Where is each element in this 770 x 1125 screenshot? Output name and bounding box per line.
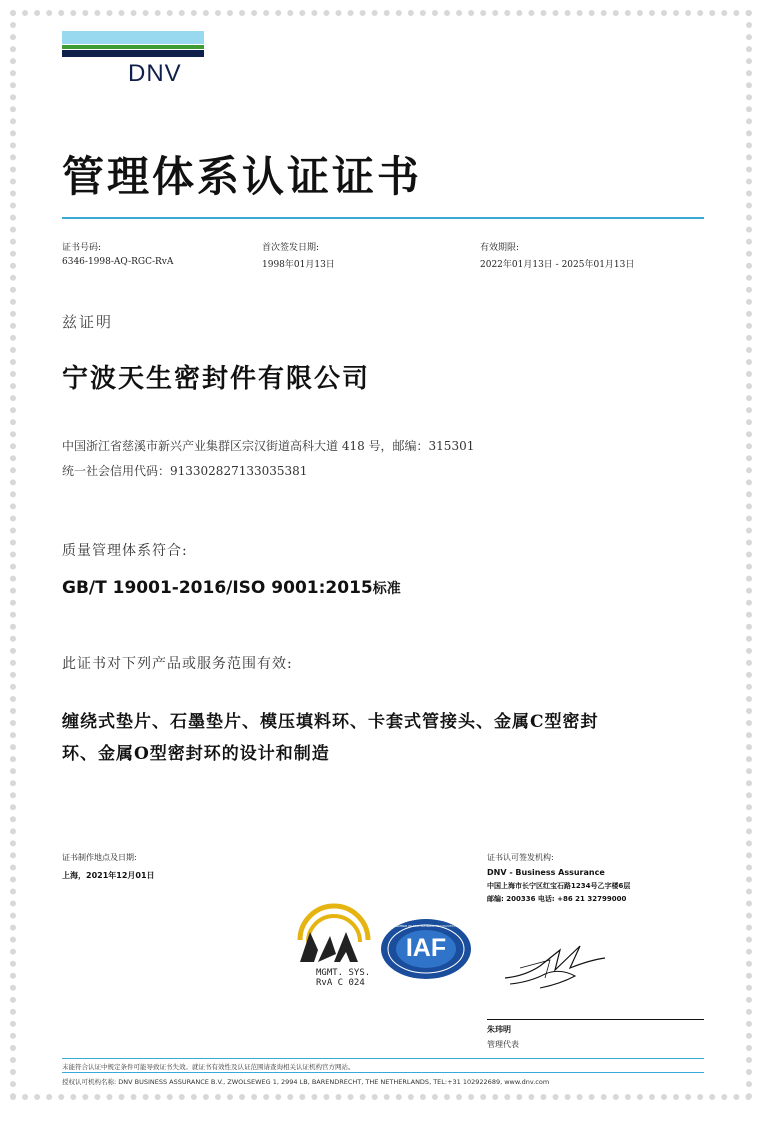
cert-number-value: 6346-1998-AQ-RGC-RvA [62, 257, 174, 267]
certificate-title: 管理体系认证证书 [62, 152, 423, 201]
rva-logo-icon [292, 910, 382, 964]
validity-value: 2022年01月13日 - 2025年01月13日 [480, 260, 635, 270]
conformity-label: 质量管理体系符合: [62, 543, 188, 559]
logo-bar-navy [62, 50, 204, 57]
issuer-contact: 邮编: 200336 电话: +86 21 32799000 [487, 895, 627, 903]
standard-line [62, 578, 401, 598]
issue-place-label: 证书制作地点及日期: [62, 853, 137, 862]
footer-line-1: 未能符合认证中规定条件可能导致证书失效。就证书有效性及认证范围请查询相关认证机构官方网站。 [62, 1063, 355, 1071]
iaf-ring-text: MEMBER OF MULTILATERAL RECOGNITION ARRANGEMENT [394, 924, 481, 928]
rva-line1: MGMT. SYS. [316, 968, 371, 978]
credit-code: 统一社会信用代码：91330282713303538​1 [62, 464, 308, 478]
issuer-name: DNV - Business Assurance [487, 868, 605, 877]
scope-label: 此证书对下列产品或服务范围有效: [62, 656, 293, 672]
logo-bar-green [62, 45, 204, 49]
scope-line-2: 环、金属O型密封环的设计和制造 [62, 744, 330, 764]
rva-line2: RvA C 024 [316, 978, 365, 988]
title-divider [62, 217, 704, 219]
logo-bar-light-blue [62, 31, 204, 44]
issuer-address: 中国上海市长宁区红宝石路1234号乙字楼6层 [487, 882, 631, 890]
scope-text [62, 706, 712, 770]
signature-icon [500, 938, 610, 998]
first-issue-label: 首次签发日期: [262, 243, 320, 253]
standard-main: GB/T 19001-2016/ISO 9001:2015 [62, 578, 373, 598]
signature-line [487, 1019, 704, 1020]
issuer-label: 证书认可签发机构: [487, 853, 554, 862]
first-issue-value: 1998年01月13日 [262, 260, 335, 270]
standard-suffix: 标准 [372, 581, 401, 597]
footer-line-2: 授权认可机构名称: DNV BUSINESS ASSURANCE B.V., ZWOLSEWEG 1, 2994 LB, BARENDRECHT, THE NETHERLANDS, TEL:+31 102922689, www.dnv.com [62, 1078, 550, 1086]
validity-label: 有效期限: [480, 243, 520, 253]
signatory-title: 管理代表 [487, 1040, 519, 1049]
iaf-text: IAF [405, 934, 447, 962]
company-name: 宁波天生密封件有限公司 [62, 364, 371, 394]
cert-number-label: 证书号码: [62, 243, 102, 253]
dnv-logo-bars [62, 31, 204, 61]
footer-divider-2 [62, 1072, 704, 1073]
certify-text: 兹证明 [62, 313, 114, 331]
issue-place-value: 上海，2021年12月01日 [62, 871, 155, 880]
dnv-logo-text: DNV [128, 60, 182, 87]
signatory-name: 朱玮明 [487, 1025, 511, 1034]
company-address: 中国浙江省慈溪市新兴产业集群区宗汉街道高科大道 418 号，邮编：315301 [62, 439, 475, 453]
iaf-mark [380, 918, 481, 980]
scope-line-1: 缠绕式垫片、石墨垫片、模压填料环、卡套式管接头、金属C型密封 [62, 712, 599, 732]
footer-divider [62, 1058, 704, 1059]
rva-accreditation-mark [292, 910, 382, 990]
